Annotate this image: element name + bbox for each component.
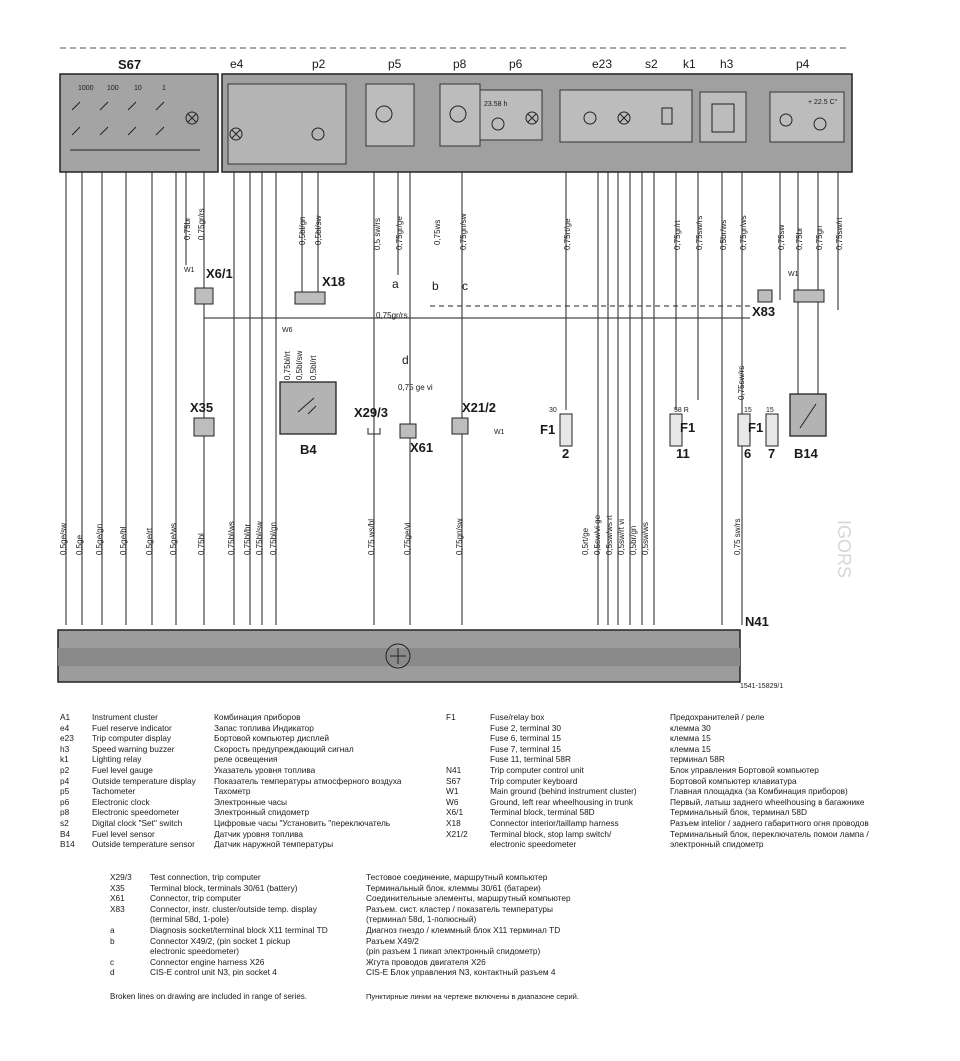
- legend-row: [446, 765, 869, 776]
- fuse-7: [766, 407, 778, 461]
- legend-code: [446, 754, 490, 765]
- wire-top-21: 0,75sw/rs: [737, 365, 746, 400]
- legend-row: [110, 967, 571, 978]
- legend-ru: Жгута проводов двигателя X26: [366, 956, 486, 967]
- legend-en: Speed warning buzzer: [92, 743, 175, 754]
- legend-ru: Датчик уровня топлива: [214, 828, 304, 839]
- legend-row: [110, 957, 571, 968]
- wire-gr-rs-label: 0,75gr/rs: [376, 311, 408, 320]
- legend-code: [446, 744, 490, 755]
- instrument-cluster: [222, 57, 852, 172]
- wire-top-13: 0,75gr/ws: [739, 215, 748, 250]
- legend-row: [60, 776, 402, 787]
- wire-top-3: 0,5bl/gn: [298, 216, 307, 245]
- wire-top-5: 0,5 sw/rs: [373, 217, 382, 250]
- connector-x35: [190, 400, 214, 436]
- sensor-b4: [280, 382, 336, 457]
- wire-bottom-13: 0,75ge/vi: [403, 522, 412, 555]
- fuse-11-top: 58 R: [674, 407, 689, 414]
- connector-x61: [400, 424, 433, 455]
- s2-label: s2: [645, 57, 658, 71]
- legend-bottom: [110, 872, 571, 978]
- legend-ru: Разъем X49/2: [366, 935, 419, 946]
- legend-row: [446, 807, 869, 818]
- x6-1-label: X6/1: [206, 266, 233, 281]
- legend-row: [446, 786, 869, 797]
- legend-ru: реле освещения: [214, 754, 278, 765]
- wire-bottom-8: 0,75bl/ws: [227, 521, 236, 555]
- legend-en: Test connection, trip computer: [150, 872, 261, 882]
- legend-row: [446, 797, 869, 808]
- marker-c: c: [462, 279, 468, 293]
- s67-key-100: 100: [107, 85, 119, 92]
- wire-bottom-14: 0,75gn/sw: [455, 518, 464, 555]
- legend-ru: клемма 30: [670, 722, 711, 733]
- legend-code: e4: [60, 722, 70, 733]
- w1-ground-label-a: W1: [184, 267, 195, 274]
- legend-ru: Терминальный блок, переключатель помои лампа /: [670, 828, 869, 839]
- x83-label: X83: [752, 304, 776, 319]
- legend-row: [110, 893, 571, 904]
- legend-en: Fuse 2, terminal 30: [490, 722, 562, 733]
- legend-row: [110, 872, 571, 883]
- legend-en: (terminal 58d, 1-pole): [150, 914, 229, 925]
- x21-2-label: X21/2: [462, 400, 496, 415]
- legend-row: [110, 936, 571, 947]
- connector-x18: [295, 274, 345, 304]
- n41-control-unit: [58, 614, 769, 682]
- legend-en: Fuse/relay box: [490, 712, 545, 722]
- wire-top-15: 0,75br: [795, 227, 804, 250]
- x29-3-label: X29/3: [354, 405, 388, 420]
- wire-top-10: 0,75gr/rt: [673, 220, 682, 250]
- clock-display: 23.58 h: [484, 101, 508, 108]
- fuse-6-label: F1: [748, 420, 764, 435]
- fuse-2-label: F1: [540, 422, 556, 437]
- wire-bottom-18: 0,5sw/rt vi: [617, 518, 626, 555]
- wire-top-17: 0,75sw/rt: [835, 217, 844, 250]
- s67-key-10: 10: [134, 85, 142, 92]
- legend-code: [446, 839, 490, 850]
- legend-ru: Тахометр: [214, 786, 251, 797]
- fuse-6-bottom: 6: [744, 446, 752, 461]
- wire-bottom-7: 0,75bl: [197, 533, 206, 555]
- p5-label: p5: [388, 57, 402, 71]
- wire-top-20: 0,5bl/rt: [309, 355, 318, 380]
- legend-row: [60, 754, 402, 765]
- legend-row: [446, 839, 869, 850]
- connector-x83: [752, 290, 824, 319]
- legend-ru: клемма 15: [670, 733, 711, 744]
- wire-bottom-19: 0,5br/gn: [629, 525, 638, 555]
- p6-label: p6: [509, 57, 523, 71]
- legend-ru: (pin разъем 1 пикап электронный спидометр): [366, 946, 541, 957]
- legend-ru: электронный спидометр: [670, 839, 764, 850]
- legend-en: Main ground (behind instrument cluster): [490, 786, 637, 797]
- s67-key-1: 1: [162, 85, 166, 92]
- legend-row: [110, 925, 571, 936]
- connector-x21-2: [452, 400, 496, 434]
- fuse-2-bottom: 2: [562, 446, 570, 461]
- n41-label: N41: [745, 614, 769, 629]
- wire-top-14: 0,75sw: [777, 224, 786, 250]
- legend-row: [60, 744, 402, 755]
- legend-ru: Бортовой компьютер дисплей: [214, 733, 330, 744]
- legend-en: Instrument cluster: [92, 712, 158, 722]
- legend-ru: Главная площадка (за Комбинация приборов): [670, 786, 848, 797]
- fuse-6-top: 15: [744, 407, 752, 414]
- legend-en: CIS-E control unit N3, pin socket 4: [150, 967, 277, 978]
- legend-ru: Первый, латыш заднего wheelhousing в багажнике: [670, 796, 865, 807]
- fuse-7-top: 15: [766, 407, 774, 414]
- legend-row: [60, 712, 402, 723]
- legend-code: X61: [110, 893, 125, 904]
- legend-en: Electronic speedometer: [92, 807, 180, 818]
- legend-ru: Разъем intelior / заднего габаритного огня проводов: [670, 817, 869, 828]
- legend-code: a: [110, 924, 115, 935]
- legend-en: electronic speedometer: [490, 839, 577, 850]
- b14-label: B14: [794, 446, 818, 461]
- legend-ru: Цифровые часы "Установить "переключатель: [214, 817, 391, 828]
- legend-en: Ground, left rear wheelhousing in trunk: [490, 796, 633, 807]
- legend-row: [60, 818, 402, 829]
- wire-top-7: 0,75ws: [433, 219, 442, 245]
- connector-x29-3: [354, 405, 388, 434]
- note-ru: Пунктирные линии на чертеже включены в диапазоне серий.: [366, 992, 579, 1001]
- wire-bottom-9: 0,75bl/br: [243, 523, 252, 555]
- legend-ru: Электронные часы: [214, 796, 287, 807]
- legend-code: [110, 946, 150, 957]
- legend-code: p4: [60, 775, 70, 786]
- p4-label: p4: [796, 57, 810, 71]
- legend-ru: Электронный спидометр: [214, 807, 310, 818]
- legend-ru: Тестовое соединение, маршрутный компьютер: [366, 872, 548, 882]
- fuse-2-top: 30: [549, 407, 557, 414]
- legend-code: B14: [60, 839, 75, 850]
- legend-en: Trip computer display: [92, 733, 172, 744]
- wire-bottom-1: 0,5ge/sw: [59, 522, 68, 555]
- legend-code: A1: [60, 712, 71, 722]
- legend-code: p5: [60, 786, 70, 797]
- wire-top-11: 0,75sw/rs: [695, 215, 704, 250]
- legend-code: [446, 733, 490, 744]
- wire-top-16: 0,75gn: [815, 225, 824, 250]
- legend-code: e23: [60, 733, 74, 744]
- wire-bottom-6: 0,5ge/ws: [169, 522, 178, 555]
- legend-row: [60, 723, 402, 734]
- wire-bottom-2: 0,5ge: [75, 534, 84, 555]
- legend-en: Connector engine harness X26: [150, 956, 265, 967]
- wire-top-1: 0,75br: [183, 217, 192, 240]
- legend-en: Connector, trip computer: [150, 893, 241, 904]
- legend-ru: Запас топлива Индикатор: [214, 722, 314, 733]
- legend-en: Connector X49/2, (pin socket 1 pickup: [150, 935, 291, 946]
- note-en: Broken lines on drawing are included in range of series.: [110, 992, 308, 1001]
- p8-label: p8: [453, 57, 467, 71]
- wire-top-12: 0,5br/ws: [719, 219, 728, 250]
- legend-row: [446, 744, 869, 755]
- temp-display: + 22.5 C°: [808, 99, 838, 106]
- legend-en: Trip computer keyboard: [490, 775, 578, 786]
- w1-ground-label-c: W1: [788, 271, 799, 278]
- legend-en: Fuse 7, terminal 15: [490, 743, 562, 754]
- wire-top-19: 0,5bl/sw: [295, 350, 304, 380]
- legend-left: [60, 712, 402, 850]
- legend-en: Outside temperature sensor: [92, 839, 195, 850]
- legend-code: h3: [60, 743, 70, 754]
- wire-top-8: 0,75gn/sw: [459, 213, 468, 250]
- legend-row: [446, 723, 869, 734]
- legend-row: [446, 829, 869, 840]
- legend-ru: Терминальный блок. клеммы 30/61 (батареи): [366, 882, 541, 893]
- legend-code: W6: [446, 796, 459, 807]
- watermark: IGORS: [834, 520, 854, 579]
- s67-label: S67: [118, 57, 142, 72]
- legend-ru: Указатель уровня топлива: [214, 764, 316, 775]
- b4-label: B4: [300, 442, 317, 457]
- legend-ru: Диагноз гнездо / клеммный блок X11 терминал TD: [366, 924, 561, 935]
- wire-top-9: 0,75rt/ge: [563, 218, 572, 250]
- legend-en: Tachometer: [92, 786, 136, 797]
- fuse-11-label: F1: [680, 420, 696, 435]
- wire-bottom-16: 0,5sw/vi ge: [593, 514, 602, 555]
- legend-en: Connector, instr. cluster/outside temp. display: [150, 903, 317, 914]
- wire-top-2: 0,75gr/rs: [197, 208, 206, 240]
- legend-en: Fuel level gauge: [92, 764, 153, 775]
- legend-en: Terminal block, terminal 58D: [490, 807, 595, 818]
- marker-a: a: [392, 277, 399, 291]
- legend-row: [446, 818, 869, 829]
- wire-top-18: 0,75bl/rt: [283, 351, 292, 380]
- legend-code: F1: [446, 712, 456, 722]
- legend-code: X35: [110, 882, 125, 893]
- legend-ru: Терминальный блок, терминал 58D: [670, 807, 808, 818]
- fuse-2: [540, 407, 572, 461]
- legend-en: Fuse 6, terminal 15: [490, 733, 562, 744]
- wire-bottom-17: 0,5sw/ws rt: [605, 514, 614, 555]
- wire-bottom-11: 0,75bl/gn: [269, 522, 278, 555]
- legend-ru: Скорость предупреждающий сигнал: [214, 743, 354, 754]
- legend-code: p2: [60, 764, 70, 775]
- legend-code: c: [110, 956, 115, 967]
- legend-en: Connector interior/taillamp harness: [490, 817, 619, 828]
- wire-top-6: 0,75gr/ge: [395, 216, 404, 250]
- wire-bottom-3: 0,5ge/gn: [95, 523, 104, 555]
- wire-bottom-15: 0,5rt/ge: [581, 527, 590, 555]
- legend-ru: клемма 15: [670, 743, 711, 754]
- wire-bottom-4: 0,5ge/bl: [119, 526, 128, 555]
- legend-en: Fuse 11, terminal 58R: [490, 754, 572, 765]
- x18-label: X18: [322, 274, 346, 289]
- legend-row: [110, 946, 571, 957]
- legend-code: W1: [446, 786, 459, 797]
- legend-code: X29/3: [110, 872, 132, 882]
- legend-en: Trip computer control unit: [490, 764, 584, 775]
- legend-row: [60, 765, 402, 776]
- legend-ru: терминал 58R: [670, 754, 725, 765]
- h3-label: h3: [720, 57, 734, 71]
- reference-number: 1541-15829/1: [740, 683, 784, 690]
- legend-code: X6/1: [446, 807, 464, 818]
- legend-en: Lighting relay: [92, 754, 142, 765]
- legend-code: X83: [110, 903, 125, 914]
- s67-key-1000: 1000: [78, 85, 94, 92]
- legend-en: Digital clock "Set" switch: [92, 817, 183, 828]
- k1-label: k1: [683, 57, 696, 71]
- legend-ru: CIS-E Блок управления N3, контактный разъем 4: [366, 967, 556, 978]
- legend-row: [446, 712, 869, 723]
- connector-x6-1: [195, 266, 233, 304]
- legend-code: p6: [60, 796, 70, 807]
- legend-ru: Блок управления Бортовой компьютер: [670, 764, 819, 775]
- legend-code: k1: [60, 754, 69, 765]
- legend-code: N41: [446, 764, 462, 775]
- legend-right: [446, 712, 869, 850]
- legend-code: B4: [60, 828, 71, 839]
- legend-en: Outside temperature display: [92, 775, 196, 786]
- legend-ru: Датчик наружной температуры: [214, 839, 334, 850]
- legend-en: Fuel level sensor: [92, 828, 155, 839]
- s67-keyboard: [60, 57, 218, 172]
- marker-d: d: [402, 353, 409, 367]
- legend-code: X18: [446, 817, 461, 828]
- w6-ground-label: W6: [282, 327, 293, 334]
- legend-ru: Бортовой компьютер клавиатура: [670, 775, 797, 786]
- legend-code: [110, 914, 150, 925]
- legend-en: Fuel reserve indicator: [92, 722, 172, 733]
- legend-en: Diagnosis socket/terminal block X11 terminal TD: [150, 924, 328, 935]
- legend-row: [60, 807, 402, 818]
- legend-ru: Предохранителей / реле: [670, 712, 765, 722]
- wire-bottom-20: 0,5sw/ws: [641, 522, 650, 555]
- w1-ground-label-b: W1: [494, 429, 505, 436]
- legend-ru: Соединительные элементы, маршрутный компьютер: [366, 893, 571, 904]
- legend-en: Terminal block, terminals 30/61 (battery): [150, 882, 298, 893]
- legend-row: [446, 733, 869, 744]
- e4-label: e4: [230, 57, 244, 71]
- fuse-7-bottom: 7: [768, 446, 776, 461]
- legend-en: electronic speedometer): [150, 946, 240, 957]
- legend-row: [110, 883, 571, 894]
- wire-bottom-5: 0,5ge/rt: [145, 527, 154, 555]
- legend-ru: (терминал 58d, 1-полюсный): [366, 914, 477, 925]
- legend-row: [110, 904, 571, 915]
- wire-bottom-12: 0,75 ws/bl: [367, 518, 376, 555]
- legend-row: [446, 754, 869, 765]
- legend-row: [110, 914, 571, 925]
- e23-label: e23: [592, 57, 613, 71]
- legend-row: [60, 797, 402, 808]
- legend-row: [60, 733, 402, 744]
- legend-code: S67: [446, 775, 461, 786]
- wire-top-4: 0,5bl/sw: [314, 215, 323, 245]
- legend-en: Electronic clock: [92, 796, 150, 807]
- wire-bottom-21: 0,75 sw/rs: [733, 518, 742, 555]
- legend-code: X21/2: [446, 828, 468, 839]
- legend-ru: Комбинация приборов: [214, 712, 301, 722]
- x35-label: X35: [190, 400, 214, 415]
- x61-label: X61: [410, 440, 434, 455]
- legend-row: [60, 786, 402, 797]
- legend-ru: Разъем. сист. кластер / показатель температуры: [366, 903, 554, 914]
- p2-label: p2: [312, 57, 326, 71]
- legend-ru: Показатель температуры атмосферного воздуха: [214, 775, 402, 786]
- legend-code: s2: [60, 817, 69, 828]
- fuse-11-bottom: 11: [676, 446, 690, 461]
- legend-code: p8: [60, 807, 70, 818]
- legend-row: [446, 776, 869, 787]
- legend-row: [60, 829, 402, 840]
- sensor-b14: [790, 394, 826, 461]
- legend-en: Terminal block, stop lamp switch/: [490, 828, 612, 839]
- wire-d-label: 0,75 ge vi: [398, 383, 433, 392]
- legend-row: [60, 839, 402, 850]
- legend-code: [446, 723, 490, 734]
- marker-b: b: [432, 279, 439, 293]
- legend-code: b: [110, 935, 115, 946]
- legend-code: d: [110, 967, 115, 978]
- fuse-11: [670, 407, 695, 461]
- wire-bottom-10: 0,75bl/sw: [255, 521, 264, 555]
